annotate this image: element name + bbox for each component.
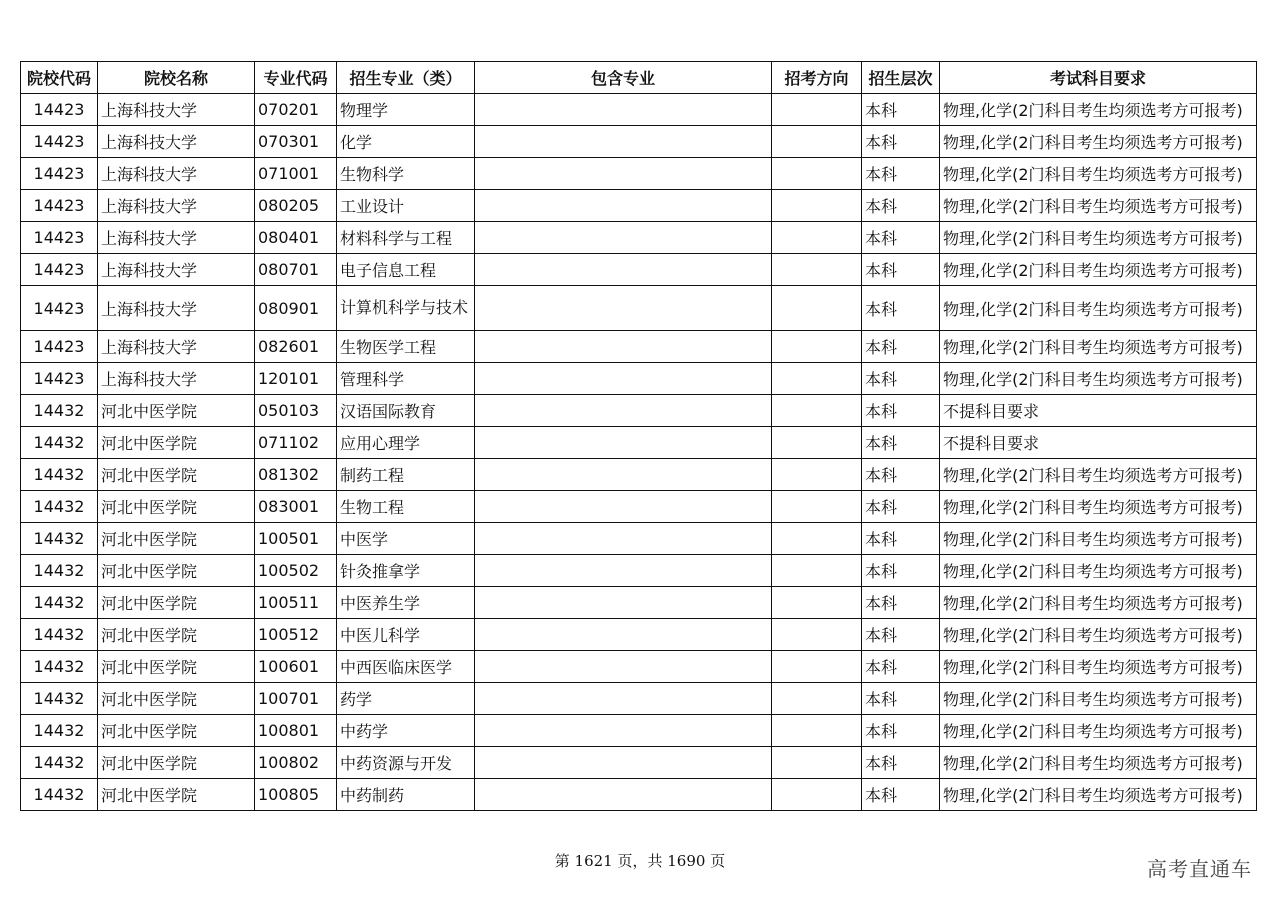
table-row (21, 587, 1257, 619)
cell-school-code: 14432 (21, 619, 98, 651)
cell-major-name: 化学 (337, 126, 475, 158)
cell-level: 本科 (862, 286, 940, 331)
cell-major-name: 材料科学与工程 (337, 222, 475, 254)
table-row (21, 222, 1257, 254)
table-row (21, 491, 1257, 523)
cell-included-majors (475, 747, 772, 779)
cell-included-majors (475, 363, 772, 395)
cell-major-code: 100511 (255, 587, 337, 619)
cell-school-name: 河北中医学院 (98, 523, 255, 555)
cell-school-code: 14423 (21, 222, 98, 254)
cell-subject-requirement: 不提科目要求 (940, 427, 1257, 459)
cell-major-name: 中医儿科学 (337, 619, 475, 651)
cell-subject-requirement: 物理,化学(2门科目考生均须选考方可报考) (940, 747, 1257, 779)
cell-school-name: 河北中医学院 (98, 747, 255, 779)
cell-included-majors (475, 587, 772, 619)
cell-included-majors (475, 94, 772, 126)
cell-included-majors (475, 491, 772, 523)
cell-subject-requirement: 物理,化学(2门科目考生均须选考方可报考) (940, 190, 1257, 222)
cell-level: 本科 (862, 619, 940, 651)
cell-direction (772, 126, 862, 158)
cell-school-name: 河北中医学院 (98, 683, 255, 715)
header-subject-requirement: 考试科目要求 (940, 62, 1257, 94)
cell-school-name: 上海科技大学 (98, 363, 255, 395)
cell-major-name: 中药资源与开发 (337, 747, 475, 779)
table-row (21, 523, 1257, 555)
cell-major-name: 中医学 (337, 523, 475, 555)
cell-school-code: 14423 (21, 190, 98, 222)
cell-subject-requirement: 物理,化学(2门科目考生均须选考方可报考) (940, 587, 1257, 619)
page-number: 第 1621 页，共 1690 页 (554, 852, 726, 870)
cell-level: 本科 (862, 222, 940, 254)
cell-school-code: 14423 (21, 158, 98, 190)
cell-school-code: 14432 (21, 747, 98, 779)
table-row (21, 651, 1257, 683)
cell-major-code: 080901 (255, 286, 337, 331)
cell-level: 本科 (862, 491, 940, 523)
table-row (21, 427, 1257, 459)
cell-school-code: 14432 (21, 683, 98, 715)
header-direction: 招考方向 (772, 62, 862, 94)
cell-direction (772, 94, 862, 126)
cell-included-majors (475, 331, 772, 363)
cell-level: 本科 (862, 427, 940, 459)
cell-included-majors (475, 523, 772, 555)
cell-school-name: 河北中医学院 (98, 459, 255, 491)
cell-level: 本科 (862, 587, 940, 619)
cell-direction (772, 286, 862, 331)
cell-level: 本科 (862, 683, 940, 715)
cell-major-code: 082601 (255, 331, 337, 363)
cell-subject-requirement: 物理,化学(2门科目考生均须选考方可报考) (940, 126, 1257, 158)
table-row (21, 619, 1257, 651)
cell-level: 本科 (862, 523, 940, 555)
cell-school-code: 14423 (21, 94, 98, 126)
cell-major-name: 汉语国际教育 (337, 395, 475, 427)
cell-school-name: 河北中医学院 (98, 427, 255, 459)
table-row (21, 715, 1257, 747)
cell-level: 本科 (862, 395, 940, 427)
table-header-row (21, 62, 1257, 94)
cell-major-name: 工业设计 (337, 190, 475, 222)
cell-level: 本科 (862, 254, 940, 286)
cell-major-name: 生物科学 (337, 158, 475, 190)
cell-subject-requirement: 物理,化学(2门科目考生均须选考方可报考) (940, 254, 1257, 286)
cell-major-code: 100805 (255, 779, 337, 811)
cell-level: 本科 (862, 331, 940, 363)
cell-subject-requirement: 物理,化学(2门科目考生均须选考方可报考) (940, 158, 1257, 190)
cell-school-name: 上海科技大学 (98, 190, 255, 222)
table-row (21, 126, 1257, 158)
cell-school-code: 14432 (21, 651, 98, 683)
cell-direction (772, 523, 862, 555)
cell-school-code: 14423 (21, 286, 98, 331)
cell-level: 本科 (862, 190, 940, 222)
cell-included-majors (475, 126, 772, 158)
cell-school-code: 14432 (21, 587, 98, 619)
cell-subject-requirement: 物理,化学(2门科目考生均须选考方可报考) (940, 363, 1257, 395)
cell-major-name: 电子信息工程 (337, 254, 475, 286)
cell-school-code: 14432 (21, 459, 98, 491)
cell-major-name: 生物医学工程 (337, 331, 475, 363)
cell-major-name: 中药学 (337, 715, 475, 747)
cell-school-name: 河北中医学院 (98, 651, 255, 683)
table-row (21, 459, 1257, 491)
cell-direction (772, 651, 862, 683)
watermark-text: 高考直通车 (1147, 857, 1252, 881)
cell-major-code: 100801 (255, 715, 337, 747)
cell-level: 本科 (862, 126, 940, 158)
cell-major-name: 计算机科学与技术 (337, 286, 475, 331)
cell-direction (772, 587, 862, 619)
cell-included-majors (475, 459, 772, 491)
header-school-name: 院校名称 (98, 62, 255, 94)
cell-included-majors (475, 190, 772, 222)
header-included-majors: 包含专业 (475, 62, 772, 94)
cell-level: 本科 (862, 158, 940, 190)
cell-major-code: 070301 (255, 126, 337, 158)
table-row (21, 555, 1257, 587)
cell-direction (772, 715, 862, 747)
cell-major-code: 083001 (255, 491, 337, 523)
table-row (21, 395, 1257, 427)
table-row (21, 190, 1257, 222)
cell-major-name: 中医养生学 (337, 587, 475, 619)
cell-major-name: 中西医临床医学 (337, 651, 475, 683)
cell-school-name: 上海科技大学 (98, 331, 255, 363)
cell-included-majors (475, 683, 772, 715)
cell-school-name: 上海科技大学 (98, 254, 255, 286)
table-row (21, 286, 1257, 331)
cell-included-majors (475, 395, 772, 427)
cell-included-majors (475, 555, 772, 587)
cell-included-majors (475, 254, 772, 286)
cell-major-name: 药学 (337, 683, 475, 715)
cell-school-name: 上海科技大学 (98, 126, 255, 158)
cell-major-code: 081302 (255, 459, 337, 491)
cell-major-code: 080701 (255, 254, 337, 286)
cell-subject-requirement: 物理,化学(2门科目考生均须选考方可报考) (940, 779, 1257, 811)
cell-direction (772, 222, 862, 254)
cell-included-majors (475, 715, 772, 747)
cell-direction (772, 459, 862, 491)
cell-school-code: 14423 (21, 254, 98, 286)
cell-school-name: 河北中医学院 (98, 491, 255, 523)
cell-school-code: 14423 (21, 363, 98, 395)
cell-school-name: 上海科技大学 (98, 286, 255, 331)
cell-major-code: 080205 (255, 190, 337, 222)
cell-school-code: 14432 (21, 555, 98, 587)
cell-school-code: 14432 (21, 779, 98, 811)
table-row (21, 94, 1257, 126)
cell-major-code: 100512 (255, 619, 337, 651)
cell-school-name: 上海科技大学 (98, 158, 255, 190)
cell-direction (772, 254, 862, 286)
cell-subject-requirement: 物理,化学(2门科目考生均须选考方可报考) (940, 94, 1257, 126)
cell-major-name: 中药制药 (337, 779, 475, 811)
cell-major-name: 管理科学 (337, 363, 475, 395)
cell-school-code: 14432 (21, 491, 98, 523)
cell-included-majors (475, 286, 772, 331)
cell-subject-requirement: 物理,化学(2门科目考生均须选考方可报考) (940, 619, 1257, 651)
cell-school-name: 上海科技大学 (98, 94, 255, 126)
cell-major-code: 071001 (255, 158, 337, 190)
cell-direction (772, 491, 862, 523)
cell-level: 本科 (862, 779, 940, 811)
table-row (21, 254, 1257, 286)
cell-level: 本科 (862, 363, 940, 395)
cell-school-name: 河北中医学院 (98, 619, 255, 651)
cell-included-majors (475, 651, 772, 683)
cell-school-code: 14432 (21, 523, 98, 555)
cell-school-code: 14432 (21, 427, 98, 459)
header-major-code: 专业代码 (255, 62, 337, 94)
header-level: 招生层次 (862, 62, 940, 94)
cell-direction (772, 683, 862, 715)
cell-direction (772, 619, 862, 651)
cell-included-majors (475, 619, 772, 651)
cell-major-code: 120101 (255, 363, 337, 395)
cell-direction (772, 395, 862, 427)
cell-level: 本科 (862, 459, 940, 491)
cell-direction (772, 158, 862, 190)
cell-level: 本科 (862, 747, 940, 779)
cell-major-code: 071102 (255, 427, 337, 459)
table-row (21, 779, 1257, 811)
cell-school-code: 14432 (21, 715, 98, 747)
cell-level: 本科 (862, 715, 940, 747)
cell-direction (772, 779, 862, 811)
cell-major-code: 100502 (255, 555, 337, 587)
cell-subject-requirement: 物理,化学(2门科目考生均须选考方可报考) (940, 459, 1257, 491)
cell-school-name: 河北中医学院 (98, 395, 255, 427)
cell-major-code: 100501 (255, 523, 337, 555)
admission-subject-table (20, 61, 1257, 811)
cell-included-majors (475, 779, 772, 811)
table-row (21, 331, 1257, 363)
cell-school-code: 14432 (21, 395, 98, 427)
cell-subject-requirement: 物理,化学(2门科目考生均须选考方可报考) (940, 651, 1257, 683)
cell-subject-requirement: 不提科目要求 (940, 395, 1257, 427)
cell-subject-requirement: 物理,化学(2门科目考生均须选考方可报考) (940, 683, 1257, 715)
cell-included-majors (475, 222, 772, 254)
cell-major-name: 针灸推拿学 (337, 555, 475, 587)
cell-school-name: 上海科技大学 (98, 222, 255, 254)
table-row (21, 747, 1257, 779)
header-school-code: 院校代码 (21, 62, 98, 94)
cell-level: 本科 (862, 555, 940, 587)
cell-direction (772, 427, 862, 459)
cell-school-code: 14423 (21, 126, 98, 158)
cell-subject-requirement: 物理,化学(2门科目考生均须选考方可报考) (940, 555, 1257, 587)
cell-level: 本科 (862, 651, 940, 683)
cell-subject-requirement: 物理,化学(2门科目考生均须选考方可报考) (940, 491, 1257, 523)
cell-subject-requirement: 物理,化学(2门科目考生均须选考方可报考) (940, 523, 1257, 555)
cell-major-code: 100802 (255, 747, 337, 779)
cell-major-code: 100701 (255, 683, 337, 715)
cell-major-name: 制药工程 (337, 459, 475, 491)
cell-subject-requirement: 物理,化学(2门科目考生均须选考方可报考) (940, 286, 1257, 331)
cell-direction (772, 555, 862, 587)
cell-subject-requirement: 物理,化学(2门科目考生均须选考方可报考) (940, 331, 1257, 363)
header-major-name: 招生专业（类） (337, 62, 475, 94)
cell-school-code: 14423 (21, 331, 98, 363)
cell-major-code: 100601 (255, 651, 337, 683)
cell-school-name: 河北中医学院 (98, 715, 255, 747)
cell-major-code: 080401 (255, 222, 337, 254)
cell-included-majors (475, 158, 772, 190)
cell-major-name: 应用心理学 (337, 427, 475, 459)
cell-direction (772, 363, 862, 395)
cell-major-code: 050103 (255, 395, 337, 427)
cell-major-code: 070201 (255, 94, 337, 126)
table-row (21, 158, 1257, 190)
table-body (21, 94, 1257, 811)
cell-school-name: 河北中医学院 (98, 555, 255, 587)
table-row (21, 363, 1257, 395)
cell-major-name: 物理学 (337, 94, 475, 126)
cell-level: 本科 (862, 94, 940, 126)
cell-included-majors (475, 427, 772, 459)
cell-school-name: 河北中医学院 (98, 587, 255, 619)
cell-subject-requirement: 物理,化学(2门科目考生均须选考方可报考) (940, 715, 1257, 747)
cell-direction (772, 190, 862, 222)
table-row (21, 683, 1257, 715)
cell-school-name: 河北中医学院 (98, 779, 255, 811)
cell-subject-requirement: 物理,化学(2门科目考生均须选考方可报考) (940, 222, 1257, 254)
cell-major-name: 生物工程 (337, 491, 475, 523)
cell-direction (772, 331, 862, 363)
cell-direction (772, 747, 862, 779)
